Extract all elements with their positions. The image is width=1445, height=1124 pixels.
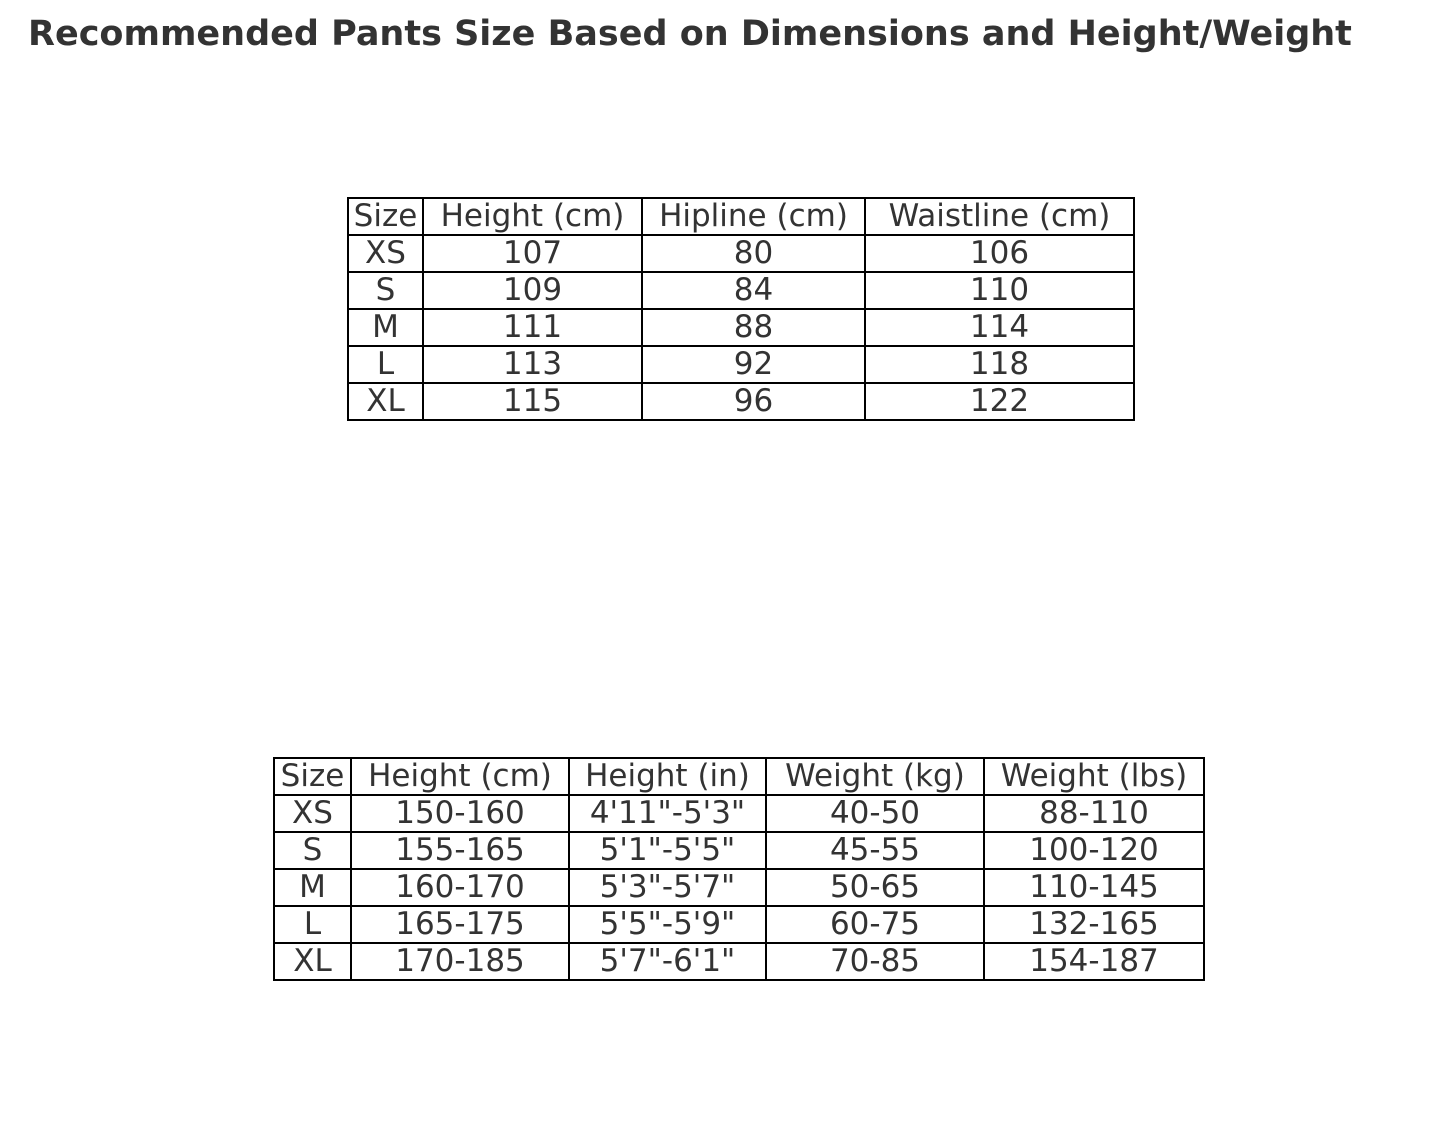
table-row	[348, 235, 1134, 272]
table-cell: 40-50	[766, 795, 984, 832]
table-cell: 150-160	[351, 795, 569, 832]
table-cell: 88	[642, 309, 865, 346]
table-cell: 100-120	[984, 832, 1204, 869]
table-cell: XL	[274, 943, 351, 980]
table-cell: M	[274, 869, 351, 906]
table-cell: L	[348, 346, 423, 383]
table-cell: L	[274, 906, 351, 943]
table-row	[348, 346, 1134, 383]
size-height-weight-table	[273, 757, 1205, 981]
table-cell: 4'11"-5'3"	[569, 795, 766, 832]
table-cell: 45-55	[766, 832, 984, 869]
column-header: Height (cm)	[351, 758, 569, 795]
column-header: Size	[274, 758, 351, 795]
table-cell: 84	[642, 272, 865, 309]
table-cell: 114	[865, 309, 1134, 346]
table-cell: 113	[423, 346, 642, 383]
table-cell: 5'3"-5'7"	[569, 869, 766, 906]
table-header-row	[274, 758, 1204, 795]
column-header: Size	[348, 198, 423, 235]
table-cell: 50-65	[766, 869, 984, 906]
table-cell: 110	[865, 272, 1134, 309]
column-header: Weight (lbs)	[984, 758, 1204, 795]
table-header-row	[348, 198, 1134, 235]
table-row	[348, 309, 1134, 346]
table-cell: 110-145	[984, 869, 1204, 906]
table-cell: 115	[423, 383, 642, 420]
table-cell: 165-175	[351, 906, 569, 943]
table-cell: 80	[642, 235, 865, 272]
table-cell: XL	[348, 383, 423, 420]
table-row	[274, 943, 1204, 980]
table-cell: 111	[423, 309, 642, 346]
column-header: Waistline (cm)	[865, 198, 1134, 235]
column-header: Height (in)	[569, 758, 766, 795]
table-cell: XS	[348, 235, 423, 272]
size-dimensions-table	[347, 197, 1135, 421]
table-cell: 60-75	[766, 906, 984, 943]
column-header: Weight (kg)	[766, 758, 984, 795]
table-cell: 155-165	[351, 832, 569, 869]
table-row	[348, 272, 1134, 309]
table-cell: XS	[274, 795, 351, 832]
table-cell: 160-170	[351, 869, 569, 906]
table-cell: 170-185	[351, 943, 569, 980]
table-cell: 107	[423, 235, 642, 272]
column-header: Hipline (cm)	[642, 198, 865, 235]
table-cell: 5'5"-5'9"	[569, 906, 766, 943]
table-row	[274, 832, 1204, 869]
table-cell: 132-165	[984, 906, 1204, 943]
table-cell: S	[348, 272, 423, 309]
table-cell: 96	[642, 383, 865, 420]
table-cell: 118	[865, 346, 1134, 383]
table-cell: 5'1"-5'5"	[569, 832, 766, 869]
table-cell: 88-110	[984, 795, 1204, 832]
table-cell: 5'7"-6'1"	[569, 943, 766, 980]
table-cell: 122	[865, 383, 1134, 420]
table-cell: 92	[642, 346, 865, 383]
table-cell: 70-85	[766, 943, 984, 980]
figure-title: Recommended Pants Size Based on Dimensions and Height/Weight	[28, 14, 1352, 54]
table-row	[274, 906, 1204, 943]
table-cell: M	[348, 309, 423, 346]
column-header: Height (cm)	[423, 198, 642, 235]
table-row	[348, 383, 1134, 420]
table-cell: 154-187	[984, 943, 1204, 980]
table-cell: 109	[423, 272, 642, 309]
table-row	[274, 869, 1204, 906]
table-cell: 106	[865, 235, 1134, 272]
table-row	[274, 795, 1204, 832]
table-cell: S	[274, 832, 351, 869]
